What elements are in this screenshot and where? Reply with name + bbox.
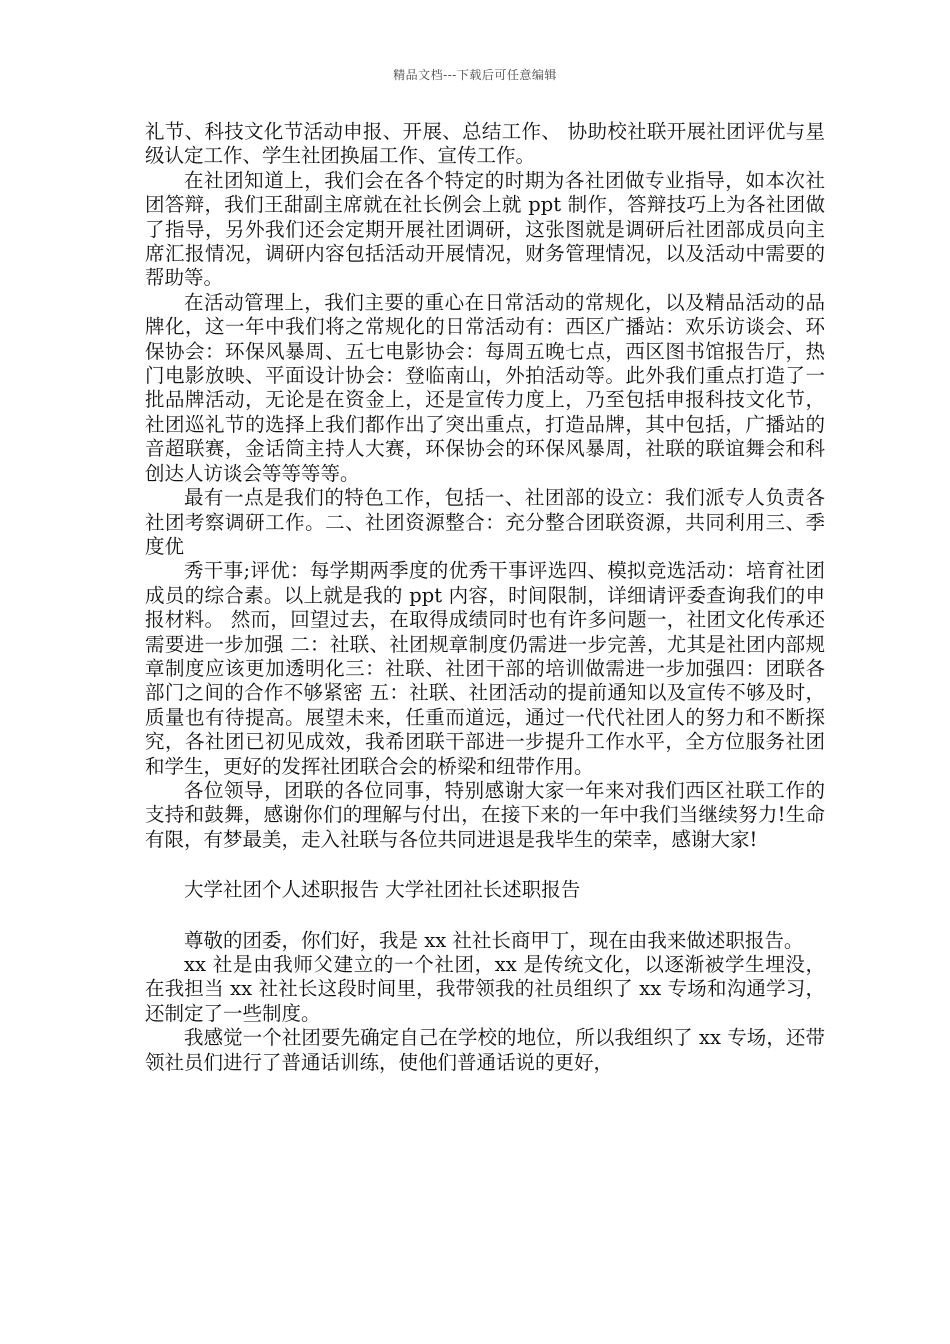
paragraph: 在活动管理上，我们主要的重心在日常活动的常规化，以及精品活动的品牌化，这一年中我们将之常规化的日常活动有：西区广播站：欢乐访谈会、环保协会：环保风暴周、五七电影协会：每周五晚七点，西区图书馆报告厅，热门电影放映、平面设计协会：登临南山，外拍活动等。此外我们重点打造了一批品牌活动，无论是在资金上，还是宣传力度上，乃至包括申报科技文化节，社团巡礼节的选择上我们都作出了突出重点，打造品牌，其中包括，广播站的音超联赛，金话筒主持人大赛，环保协会的环保风暴周，社联的联谊舞会和科创达人访谈会等等等等。 xyxy=(145,290,825,485)
page-header: 精品文档---下载后可任意编辑 xyxy=(393,68,557,82)
paragraph: 我感觉一个社团要先确定自己在学校的地位，所以我组织了 xx 专场，还带领社员们进行了普通话训练，使他们普通话说的更好， xyxy=(145,1026,825,1074)
paragraph: 秀干事;评优：每学期两季度的优秀干事评选四、模拟竞选活动：培育社团成员的综合素。以上就是我的 ppt 内容，时间限制，详细请评委查询我们的申报材料。 然而，回望过去，在取得成绩同时也有许多问题一，社团文化传承还需要进一步加强 二：社联、社团规章制度仍需进一步完善，尤其是社团内部规章制度应该更加透明化三：社联、社团干部的培训做需进一步加强四：团联各部门之间的合作不够紧密 五：社联、社团活动的提前通知以及宣传不够及时，质量也有待提高。展望未来，任重而道远，通过一代代社团人的努力和不断探究，各社团已初见成效，我希团联干部进一步提升工作水平，全方位服务社团和学生，更好的发挥社团联合会的桥梁和纽带作用。 xyxy=(145,559,825,778)
section-title: 大学社团个人述职报告 大学社团社长述职报告 xyxy=(184,878,581,902)
paragraph: 在社团知道上，我们会在各个特定的时期为各社团做专业指导，如本次社团答辩，我们王甜副主席就在社长例会上就 ppt 制作，答辩技巧上为各社团做了指导，另外我们还会定期开展社团调研，这张图就是调研后社团部成员向主席汇报情况，调研内容包括活动开展情况，财务管理情况，以及活动中需要的帮助等。 xyxy=(145,168,825,290)
document-body xyxy=(145,120,825,1075)
paragraph: 礼节、科技文化节活动申报、开展、总结工作、 协助校社联开展社团评优与星级认定工作、学生社团换届工作、宣传工作。 xyxy=(145,120,825,168)
paragraph: 各位领导，团联的各位同事，特别感谢大家一年来对我们西区社联工作的支持和鼓舞，感谢你们的理解与付出，在接下来的一年中我们当继续努力!生命有限，有梦最美，走入社联与各位共同进退是我毕生的荣幸，感谢大家! xyxy=(145,778,825,851)
paragraph: xx 社是由我师父建立的一个社团，xx 是传统文化，以逐渐被学生埋没，在我担当 xx 社社长这段时间里，我带领我的社员组织了 xx 专场和沟通学习，还制定了一些制度。 xyxy=(145,953,825,1025)
paragraph: 最有一点是我们的特色工作，包括一、社团部的设立：我们派专人负责各社团考察调研工作。二、社团资源整合：充分整合团联资源，共同利用三、季度优 xyxy=(145,486,825,558)
paragraph: 尊敬的团委，你们好，我是 xx 社社长商甲丁，现在由我来做述职报告。 xyxy=(184,928,804,952)
